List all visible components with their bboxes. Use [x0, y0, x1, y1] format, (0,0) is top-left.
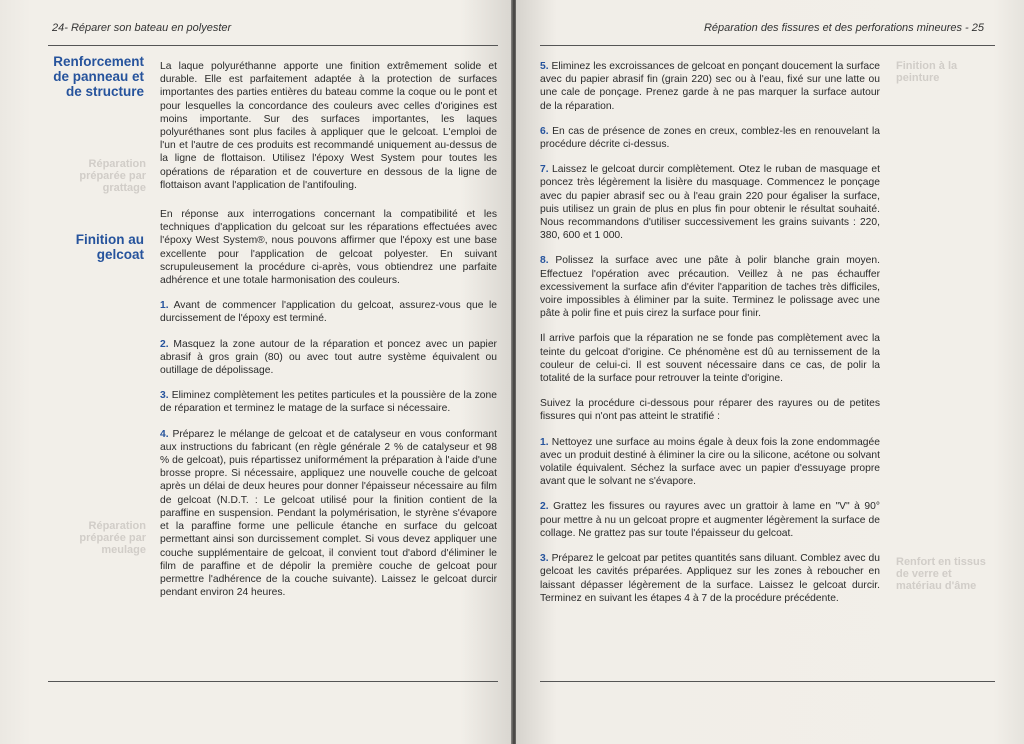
list-item: 3. Préparez le gelcoat par petites quantités sans diluant. Comblez avec du gelcoat les cavités préparées. Appliquez sur les zones à reboucher en laissant dépasser légèrement de la surface. Laissez le gelcoat durcir. Terminez en suivant les étapes 4 à 7 de la procédure précédente. — [540, 553, 880, 604]
paragraph: Suivez la procédure ci-dessous pour réparer des rayures ou de petites fissures qui n'ont pas atteint le stratifié : — [540, 398, 880, 423]
list-item: 8. Polissez la surface avec une pâte à polir blanche grain moyen. Effectuez l'opération avec précaution. Veillez à ne pas échauffer excessivement la surface afin d'éviter l'apparition de taches très difficiles, voire impossibles à éliminer par la suite. Terminez le polissage avec une pâte à polir fine et puis cirez la surface pour finir. — [540, 255, 880, 320]
right-page — [516, 0, 1024, 744]
list-item: 6. En cas de présence de zones en creux, comblez-les en renouvelant la procédure décrite ci-dessus. — [540, 125, 880, 151]
bleed-through-text: Renfort en tissus de verre et matériau d'âme — [896, 556, 986, 592]
list-item: 3. Eliminez complètement les petites particules et la poussière de la zone de réparation et terminez le matage de la surface si nécessaire. — [160, 390, 497, 415]
paragraph: En réponse aux interrogations concernant la compatibilité et les techniques d'application du gelcoat sur les réparations effectuées avec l'époxy West System®, nous pouvons affirmer que l'époxy est une base excellente pour l'application de gelcoat polyester. En suivant scrupuleusement la procédure ci-après, vous obtiendrez une parfaite adhérence et une totale harmonisation des couleurs. — [160, 209, 497, 287]
list-item: 1. Avant de commencer l'application du gelcoat, assurez-vous que le durcissement de l'époxy est terminé. — [160, 300, 498, 325]
list-item: 4. Préparez le mélange de gelcoat et de catalyseur en vous conformant aux instructions du fabricant (en règle générale 2 % de catalyseur et 98 % de gelcoat), puis répartissez uniformément la préparation à l'aide d'une brosse propre. Si nécessaire, appliquez une nouvelle couche de gelcoat après un délai de deux heures pour donner l'épaisseur nécessaire au film de gelcoat (N.D.T. : Le gelcoat utilisé pour la finition contient de la paraffine en suspension. Pendant la polymérisation, le styrène s'évapore et la paraffine forme une pellicule étanche en surface du gelcoat permettant ainsi son durcissement complet. Si vous devez appliquer une couche supplémentaire de gelcoat, il convient tout d'abord d'éliminer le film de paraffine et de dépolir la première couche de gelcoat pour permettre l'adhérence de la couche suivante). Laissez le gelcoat durcir pendant environ 24 heures. — [160, 428, 497, 599]
paragraph: Il arrive parfois que la réparation ne se fonde pas complètement avec la teinte du gelcoat d'origine. Ce phénomène est dû au ternissement de la couleur de celui-ci. Il est souvent nécessaire dans ce cas, de polir la totalité de la surface pour retrouver la teinte d'origine. — [540, 333, 880, 385]
paragraph: La laque polyuréthanne apporte une finition extrêmement solide et durable. Elle est parfaitement adaptée à la protection de surfaces importantes des parties entières du bateau comme la coque ou le pont et pour lesquelles la concordance des couleurs avec celles d'origines est moins importante. Sur des surfaces importantes, les laques polyuréthanes sont plus faciles à appliquer que le gelcoat. L'emploi de l'un et l'autre de ces produits est recommandé uniquement au-dessus de la ligne de flottaison. Utilisez l'époxy West System pour toutes les opérations de réparation et de couverture en dessous de la ligne de flottaison avant l'application de l'antifouling. — [160, 61, 497, 191]
right-text-column — [540, 60, 880, 617]
header-rule — [540, 45, 995, 46]
page-header-left: 24- Réparer son bateau en polyester — [52, 22, 232, 34]
list-item: 5. Eliminez les excroissances de gelcoat en ponçant doucement la surface avec du papier abrasif fin (grain 220) sec ou à l'eau, fixé sur une latte ou une cale de ponçage. Prenez garde à ne pas marquer la surface autour de la réparation. — [540, 61, 881, 112]
bleed-through-text: Réparation préparée par meulage — [79, 520, 146, 556]
list-item: 2. Grattez les fissures ou rayures avec un grattoir à lame en "V" à 90° pour mettre à nu un gelcoat propre et augmenter légèrement la surface de collage. Ne grattez pas sur toute l'épaisseur du gelcoat. — [540, 501, 880, 539]
sidehead-finition: Finition au gelcoat — [75, 232, 144, 262]
header-rule — [48, 45, 498, 46]
page-header-right: Réparation des fissures et des perforations mineures - 25 — [703, 22, 984, 34]
bleed-through-text: Réparation préparée par grattage — [79, 158, 146, 194]
list-item: 2. Masquez la zone autour de la réparation et poncez avec un papier abrasif à gros grain (80) ou avec tout autre système équivalent ou outillage de dépolissage. — [160, 338, 497, 377]
sidehead-renforcement: Renforcement de panneau et de structure — [53, 54, 144, 99]
list-item: 1. Nettoyez une surface au moins égale à deux fois la zone endommagée avec un produit destiné à éliminer la cire ou la silicone, acétone ou solvant volatile équivalent. Séchez la surface avec un papier d'essuyage propre avant que le solvant ne s'évapore. — [540, 436, 880, 488]
footer-rule — [540, 681, 995, 682]
bleed-through-text: Finition à la peinture — [896, 60, 958, 84]
left-text-column — [160, 60, 497, 611]
list-item: 7. Laissez le gelcoat durcir complètement. Otez le ruban de masquage et poncez très légèrement la lisière du masquage. Commencez le ponçage avec du papier abrasif sec ou à l'eau grain 220 pour égaliser la surface, puis utilisez un grain de plus en plus fin pour obtenir le résultat souhaité. Nous recommandons d'utiliser successivement les grains suivants : 220, 380, 600 et 1 000. — [540, 164, 880, 242]
footer-rule — [48, 681, 498, 682]
